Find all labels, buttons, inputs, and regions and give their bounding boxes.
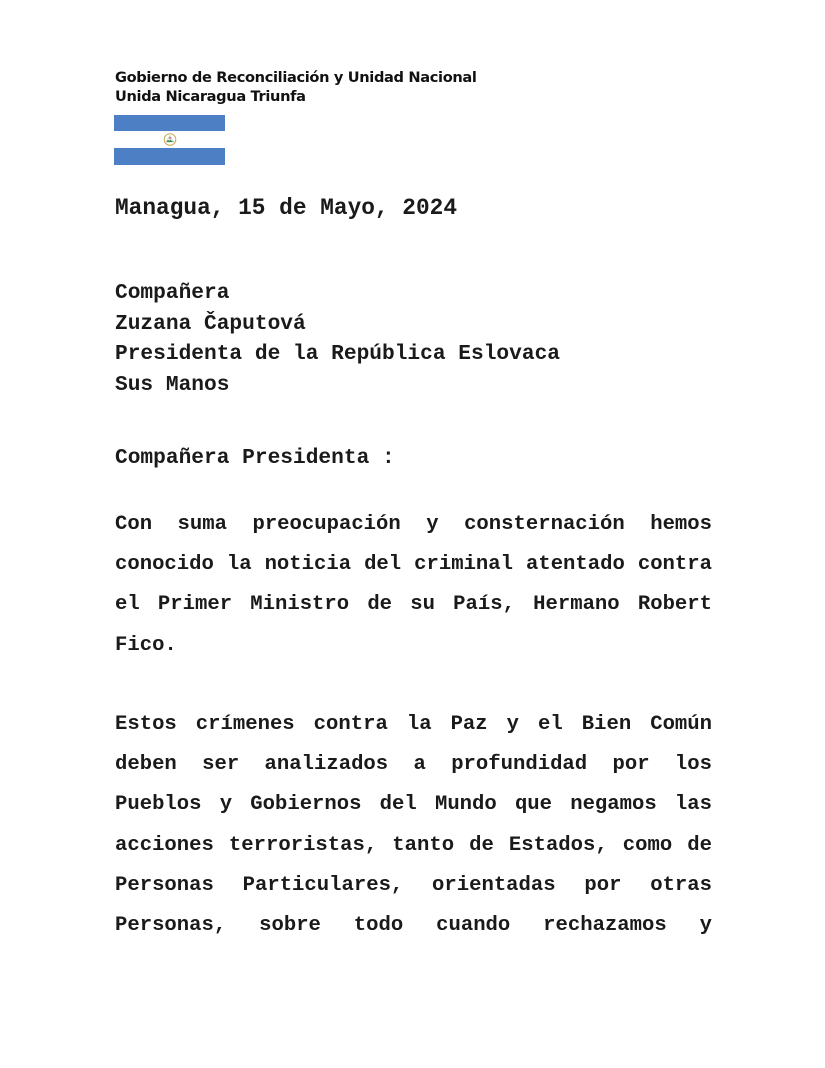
letterhead-slogan: Unida Nicaragua Triunfa bbox=[115, 88, 306, 105]
addressee-block bbox=[115, 278, 560, 401]
body-paragraph: Estos crímenes contra la Paz y el Bien Común deben ser analizados a profundidad por los Pueblos y Gobiernos del Mundo que negamos las acciones terroristas, tanto de Estados, como de Personas Particulares, orientadas por otras Personas, sobre todo cuando rechazamos y bbox=[115, 713, 712, 938]
letterhead bbox=[115, 68, 477, 106]
flag-top-band bbox=[114, 115, 225, 131]
addressee-honorific: Compañera bbox=[115, 281, 230, 305]
nicaragua-flag-icon bbox=[114, 115, 225, 165]
letterhead-government-name: Gobierno de Reconciliación y Unidad Nacional bbox=[115, 69, 477, 86]
flag-bottom-band bbox=[114, 148, 225, 165]
salutation: Compañera Presidenta : bbox=[115, 446, 395, 470]
addressee-name: Zuzana Čaputová bbox=[115, 311, 306, 336]
body-paragraph: Con suma preocupación y consternación hemos conocido la noticia del criminal atentado contra el Primer Ministro de su País, Hermano Robert Fico. bbox=[115, 513, 712, 657]
addressee-title: Presidenta de la República Eslovaca bbox=[115, 342, 561, 367]
coat-of-arms-icon bbox=[163, 133, 177, 146]
addressee-delivery: Sus Manos bbox=[115, 373, 230, 398]
letter-date: Managua, 15 de Mayo, 2024 bbox=[115, 195, 458, 221]
